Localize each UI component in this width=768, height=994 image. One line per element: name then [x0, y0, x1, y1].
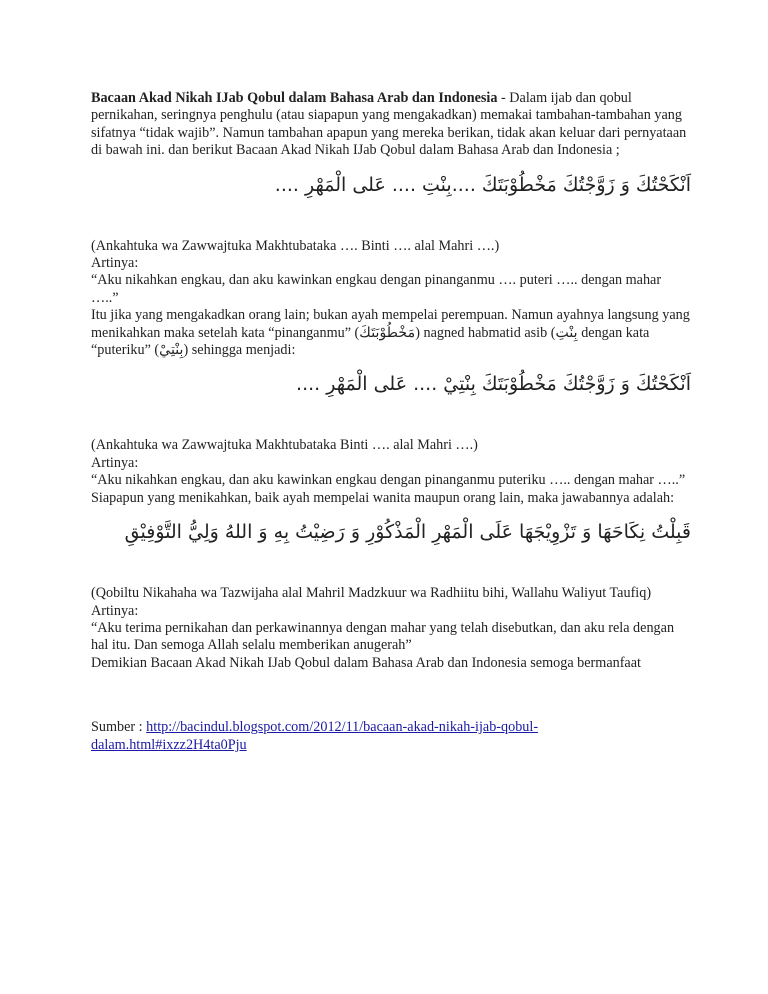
artinya-label-3: Artinya: [91, 602, 139, 619]
artinya-label-1: Artinya: [91, 255, 139, 272]
source-line [91, 718, 691, 754]
arabic-ijab-1: اَنْكَحْتُكَ وَ زَوَّجْتُكَ مَخْطُوْبَتَكَ ....بِنْتِ .... عَلى الْمَهْرِ .... [274, 173, 691, 196]
arabic-ijab-2: اَنْكَحْتُكَ وَ زَوَّجْتُكَ مَخْطُوْبَتَكَ بِنْتِيْ .... عَلى الْمَهْرِ .... [296, 373, 691, 396]
meaning-3: “Aku terima pernikahan dan perkawinannya dengan mahar yang telah disebutkan, dan aku rela dengan hal itu. Dan semoga Allah selalu memberikan anugerah” [91, 619, 675, 654]
arabic-qobul: قَبِلْتُ نِكَاحَهَا وَ تَزْوِيْجَهَا عَلَى الْمَهْرِ الْمَذْكُوْرِ وَ رَضِيْتُ بِهِ وَ اللهُ وَلِيُّ التَّوْفِيْقِ [124, 521, 691, 544]
arabic-inline-2: بِنْتِ [555, 324, 578, 341]
source-link[interactable]: http://bacindul.blogspot.com/2012/11/bacaan-akad-nikah-ijab-qobul-dalam.html#ixzz2H4ta0Pju [91, 719, 539, 754]
meaning-1: “Aku nikahkan engkau, dan aku kawinkan engkau dengan pinanganmu …. puteri ….. dengan mahar …..” [91, 272, 662, 306]
article-title: Bacaan Akad Nikah IJab Qobul dalam Bahasa Arab dan Indonesia [91, 90, 498, 106]
closing-text: Demikian Bacaan Akad Nikah IJab Qobul dalam Bahasa Arab dan Indonesia semoga bermanfaat [91, 654, 641, 671]
arabic-inline-3: بِنْتِيْ [159, 342, 184, 359]
note-2: Siapapun yang menikahkan, baik ayah mempelai wanita maupun orang lain, maka jawabannya adalah: [91, 489, 675, 506]
source-label: Sumber : [91, 719, 147, 736]
latin-transliteration-2: (Ankahtuka wa Zawwajtuka Makhtubataka Binti …. alal Mahri ….) [91, 437, 478, 454]
artinya-label-2: Artinya: [91, 454, 139, 471]
note-1: Itu jika yang mengakadkan orang lain; bukan ayah mempelai perempuan. Namun ayahnya langsung yang menikahkan maka setelah kata “pinanganmu” (مَخْطُوْبَتَكَ) nagned habmatid asib (بِنْتِ dengan kata “puteriku” (بِنْتِيْ) sehingga menjadi: [91, 307, 690, 359]
arabic-inline-1: مَخْطُوْبَتَكَ [359, 324, 416, 341]
latin-transliteration-1: (Ankahtuka wa Zawwajtuka Makhtubataka …. Binti …. alal Mahri ….) [91, 237, 500, 254]
meaning-2: “Aku nikahkan engkau, dan aku kawinkan engkau dengan pinanganmu puteriku ….. dengan mahar …..” [91, 472, 686, 489]
latin-transliteration-3: (Qobiltu Nikahaha wa Tazwijaha alal Mahril Madzkuur wa Radhiitu bihi, Wallahu Waliyut Taufiq) [91, 585, 652, 602]
document-page [91, 90, 691, 754]
intro-paragraph [91, 90, 691, 160]
intro-text: - Dalam ijab dan qobul pernikahan, seringnya penghulu (atau siapapun yang mengakadkan) memakai tambahan-tambahan yang sifatnya “tidak wajib”. Namun tambahan apapun yang mereka berikan, tidak akan keluar dari pernyataan di bawah ini. dan berikut Bacaan Akad Nikah IJab Qobul dalam Bahasa Arab dan Indonesia ; [91, 90, 687, 159]
